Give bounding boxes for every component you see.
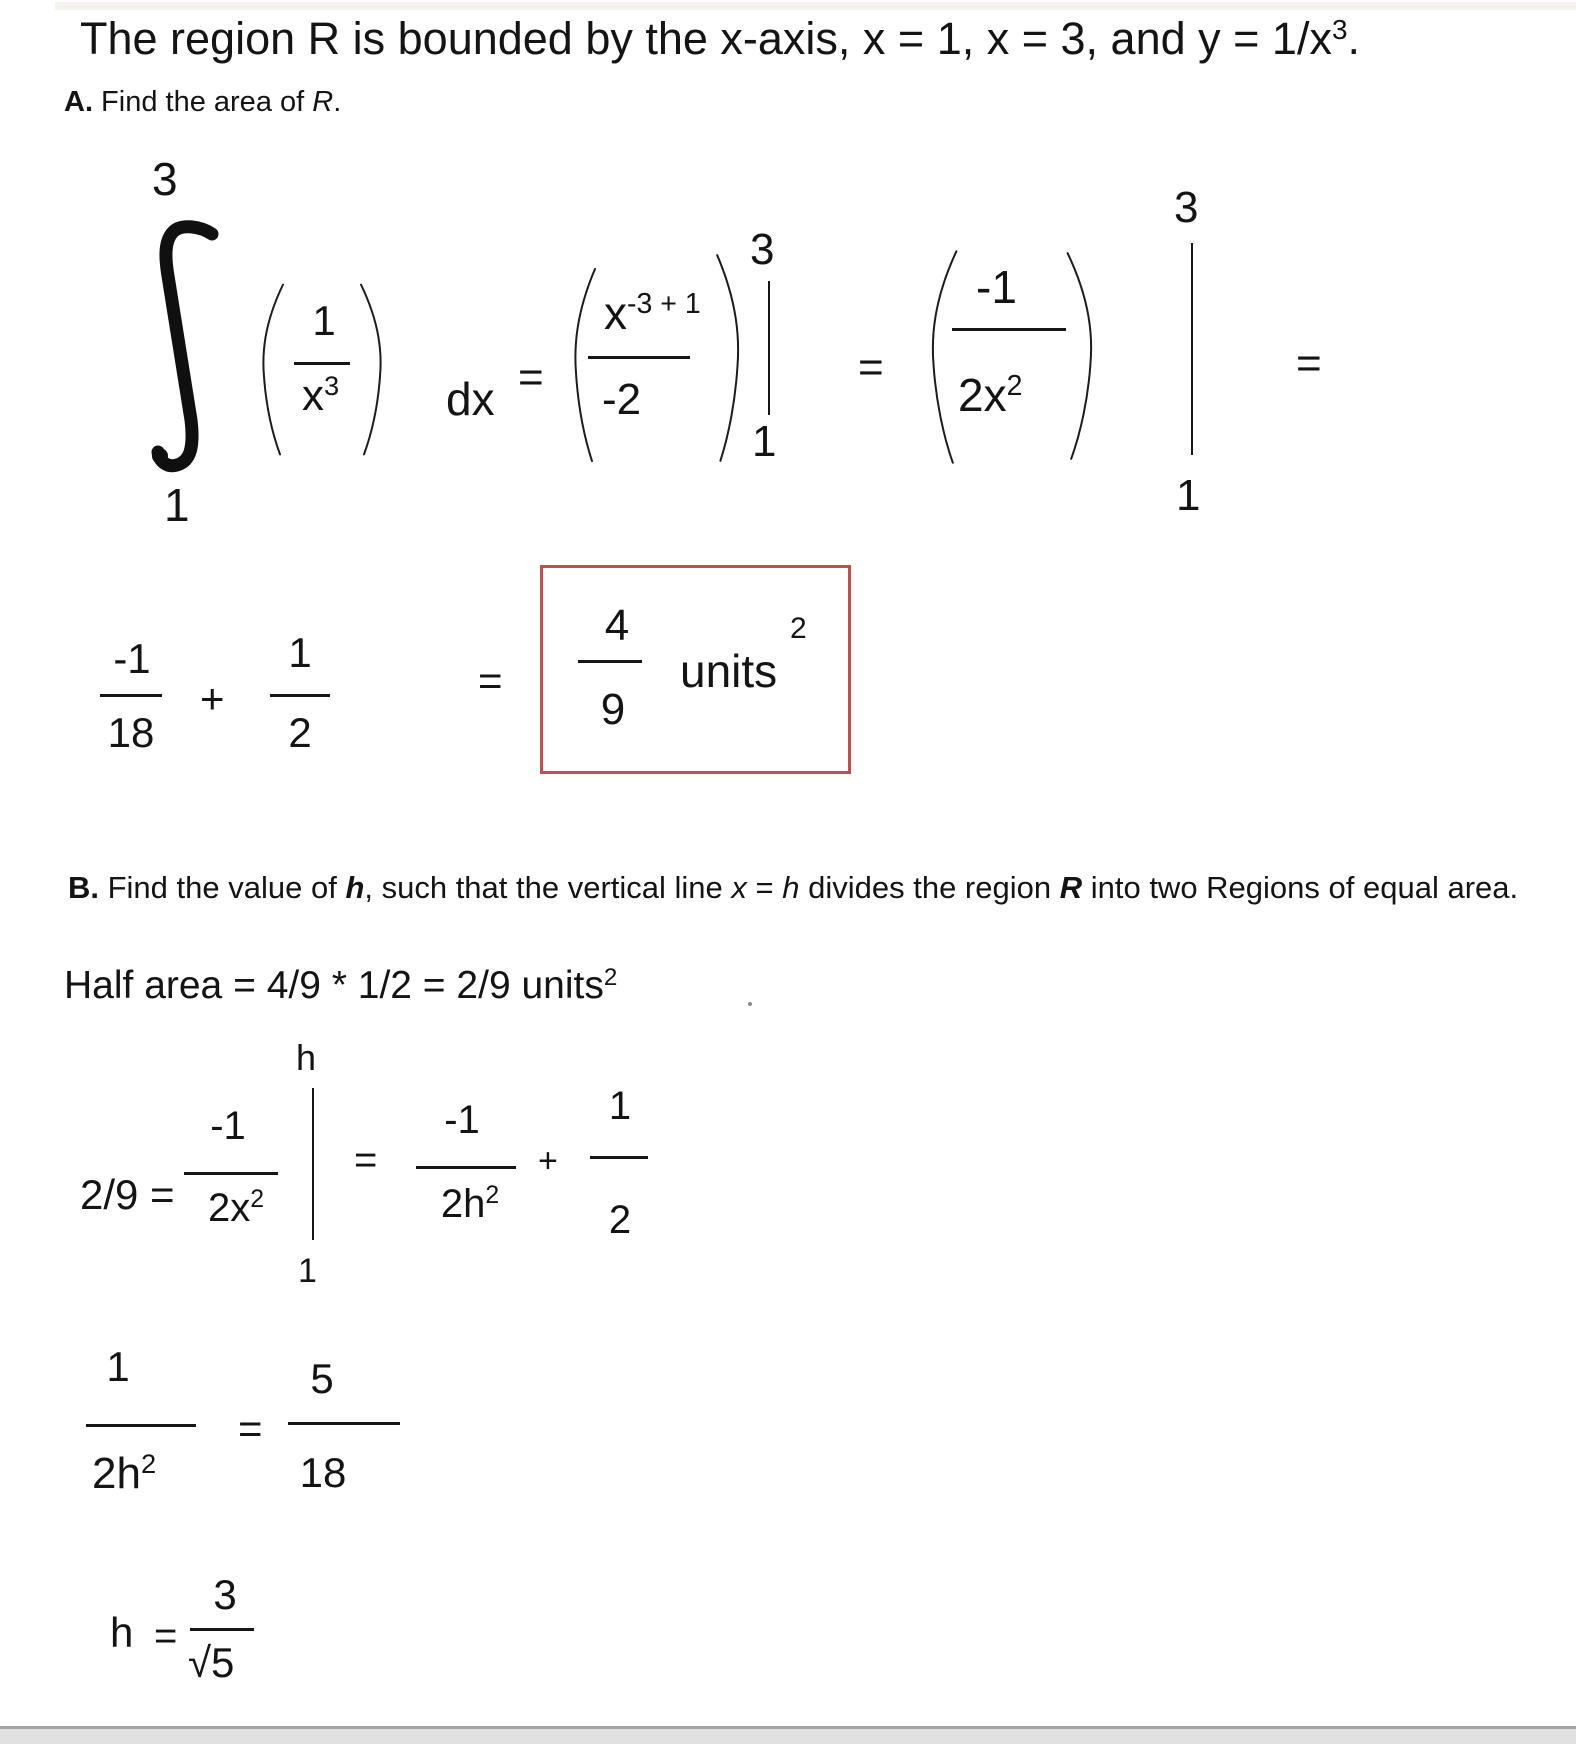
- equals-sign: =: [238, 1405, 263, 1452]
- part-a-label: A.: [64, 86, 93, 118]
- dx-term: dx: [446, 373, 495, 425]
- answer-numerator: 4: [604, 601, 630, 650]
- eval-upper-limit: h: [296, 1037, 317, 1078]
- part-a-text: Find the area of: [93, 86, 313, 118]
- window-bottom-bar: [0, 1729, 1576, 1744]
- den-exponent: 3: [324, 370, 340, 401]
- var-x: x: [731, 870, 747, 905]
- denominator: 18: [107, 709, 155, 756]
- part-b-text: divides the region: [799, 870, 1060, 905]
- den-exponent: 2: [1006, 370, 1023, 403]
- part-a-heading: [64, 88, 341, 117]
- numerator: 3: [213, 1571, 237, 1618]
- title-text: The region R is bounded by the x-axis, x = 1, x = 3, and y = 1/x: [80, 13, 1332, 64]
- denominator: 2: [288, 709, 312, 756]
- units-word: units: [680, 645, 778, 697]
- num-base: x: [604, 287, 627, 339]
- fraction-bar: [590, 1156, 648, 1159]
- fraction-bar: [190, 1628, 254, 1631]
- integral-sign: [144, 218, 222, 482]
- fraction-bar: [288, 1422, 400, 1425]
- fraction-bar: [184, 1172, 278, 1175]
- part-b-heading: [68, 872, 1518, 903]
- evaluation-bar: [312, 1088, 314, 1240]
- part-b-label: B.: [68, 870, 99, 905]
- denominator: [428, 1184, 512, 1224]
- fraction-bar: [86, 1424, 196, 1427]
- eval-lower-limit: 1: [298, 1252, 317, 1290]
- scan-artifact-strip: [55, 2, 1576, 10]
- page-title: [80, 13, 1360, 64]
- answer-denominator: 9: [600, 685, 626, 734]
- half-area-line: [64, 963, 618, 1007]
- fraction-bar: [588, 356, 690, 359]
- part-a-period: .: [333, 86, 342, 118]
- numerator: 1: [608, 1084, 632, 1128]
- open-paren-icon: [256, 282, 286, 457]
- var-h: h: [345, 870, 365, 905]
- den-base: x: [302, 371, 324, 420]
- equals-sign: =: [354, 1138, 378, 1182]
- close-paren-icon: [714, 252, 746, 464]
- eval-lower-limit: 1: [1176, 471, 1201, 520]
- den-exponent: 2: [485, 1182, 500, 1210]
- equals-sign: =: [1296, 339, 1322, 388]
- den-base: 2x: [958, 369, 1007, 421]
- plus-sign: +: [538, 1142, 558, 1180]
- title-period: .: [1347, 13, 1360, 64]
- units-exponent: 2: [790, 612, 807, 645]
- var-r: R: [1059, 870, 1083, 905]
- plus-sign: +: [200, 675, 225, 722]
- part-b-text: =: [746, 870, 783, 905]
- den-base: 2h: [440, 1182, 486, 1226]
- close-paren-icon: [1064, 250, 1100, 462]
- equals-sign: =: [518, 353, 544, 402]
- den-base: 2x: [207, 1186, 251, 1230]
- integrand-denominator: [302, 370, 340, 420]
- numerator: -1: [444, 1098, 480, 1142]
- close-paren-icon: [358, 282, 388, 457]
- fraction-bar: [578, 660, 642, 663]
- evaluation-bar: [768, 281, 770, 415]
- numerator: 1: [106, 1343, 130, 1390]
- fraction-bar: [416, 1166, 516, 1169]
- den-exponent: 2: [250, 1186, 265, 1214]
- den-exponent: 2: [140, 1448, 157, 1479]
- part-a-region: R: [312, 86, 334, 118]
- numerator: 5: [310, 1355, 334, 1402]
- title-exponent: 3: [1331, 13, 1348, 45]
- half-area-exponent: 2: [603, 963, 618, 991]
- answer-units: [680, 645, 778, 697]
- integral-upper-limit: 3: [152, 153, 178, 205]
- equals-sign: =: [478, 657, 503, 704]
- equals-sign: =: [154, 1614, 178, 1658]
- numerator: 1: [288, 629, 312, 676]
- open-paren-icon: [924, 248, 960, 466]
- eval-upper-limit: 3: [1174, 183, 1199, 232]
- antiderivative-numerator: [604, 287, 701, 339]
- numerator: -1: [113, 635, 151, 682]
- evaluation-bar: [1191, 243, 1193, 455]
- integrand-numerator: 1: [312, 297, 336, 344]
- half-area-value: 2/9 =: [80, 1171, 175, 1218]
- integral-lower-limit: 1: [164, 479, 190, 531]
- num-exponent: -3 + 1: [627, 288, 701, 321]
- eval-lower-limit: 1: [752, 417, 777, 466]
- eval-upper-limit: 3: [750, 225, 775, 274]
- fraction-bar: [294, 362, 350, 365]
- numerator: -1: [210, 1104, 246, 1148]
- fraction-bar: [100, 694, 162, 697]
- result-variable: h: [110, 1609, 134, 1656]
- denominator: [196, 1188, 276, 1228]
- part-b-text: into two Regions of equal area.: [1082, 870, 1519, 905]
- var-h: h: [782, 870, 800, 905]
- stray-mark: [748, 1002, 752, 1006]
- part-b-text: Find the value of: [99, 870, 346, 905]
- simplified-numerator: -1: [976, 261, 1017, 313]
- fraction-bar: [952, 328, 1066, 331]
- fraction-bar: [270, 694, 330, 697]
- simplified-denominator: [958, 369, 1023, 421]
- denominator: 2: [608, 1198, 632, 1242]
- equals-sign: =: [858, 343, 884, 392]
- denominator: √5: [188, 1639, 235, 1686]
- half-area-text: Half area = 4/9 * 1/2 = 2/9 units: [64, 964, 604, 1007]
- denominator: [92, 1448, 157, 1498]
- den-base: 2h: [92, 1449, 141, 1498]
- part-b-text: , such that the vertical line: [364, 870, 732, 905]
- open-paren-icon: [568, 266, 598, 464]
- denominator: 18: [299, 1449, 347, 1496]
- antiderivative-denominator: -2: [602, 375, 642, 424]
